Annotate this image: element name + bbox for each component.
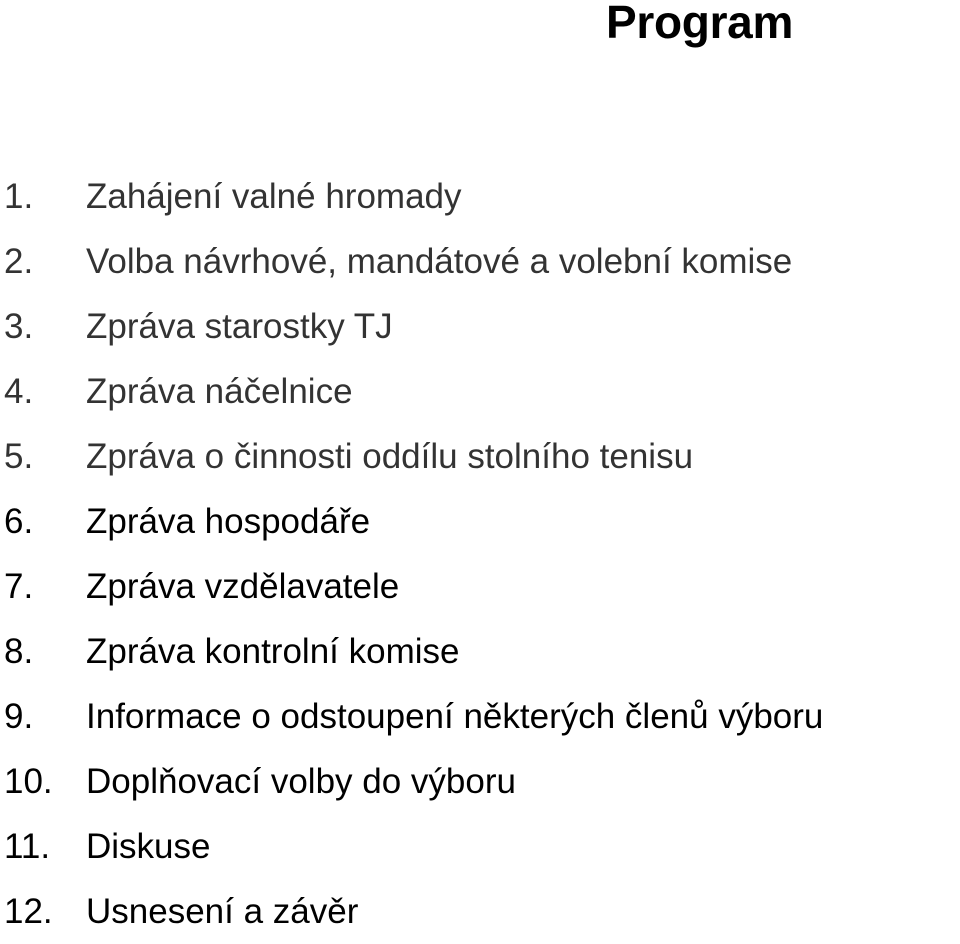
item-number: 1. bbox=[4, 177, 34, 216]
item-number: 5. bbox=[4, 437, 34, 476]
item-number: 8. bbox=[4, 632, 34, 671]
item-number: 4. bbox=[4, 372, 34, 411]
item-text: Zpráva hospodáře bbox=[86, 502, 371, 541]
item-number: 10. bbox=[4, 762, 53, 801]
item-text: Diskuse bbox=[86, 827, 211, 866]
item-number: 7. bbox=[4, 567, 34, 606]
item-number: 6. bbox=[4, 502, 34, 541]
item-text: Zpráva náčelnice bbox=[86, 372, 353, 411]
item-text: Zpráva vzdělavatele bbox=[86, 567, 400, 606]
item-text: Zpráva kontrolní komise bbox=[86, 632, 460, 671]
item-number: 9. bbox=[4, 697, 34, 736]
item-number: 12. bbox=[4, 892, 53, 931]
item-number: 3. bbox=[4, 307, 34, 346]
item-text: Usnesení a závěr bbox=[86, 892, 359, 931]
item-text: Zahájení valné hromady bbox=[86, 177, 462, 216]
item-number: 2. bbox=[4, 242, 34, 281]
item-number: 11. bbox=[4, 827, 51, 866]
item-text: Zpráva o činnosti oddílu stolního tenisu bbox=[86, 437, 694, 476]
item-text: Doplňovací volby do výboru bbox=[86, 762, 516, 801]
item-text: Volba návrhové, mandátové a volební komise bbox=[86, 242, 793, 281]
item-text: Zpráva starostky TJ bbox=[86, 307, 393, 346]
item-text: Informace o odstoupení některých členů výboru bbox=[86, 697, 824, 736]
page-title: Program bbox=[606, 0, 794, 48]
